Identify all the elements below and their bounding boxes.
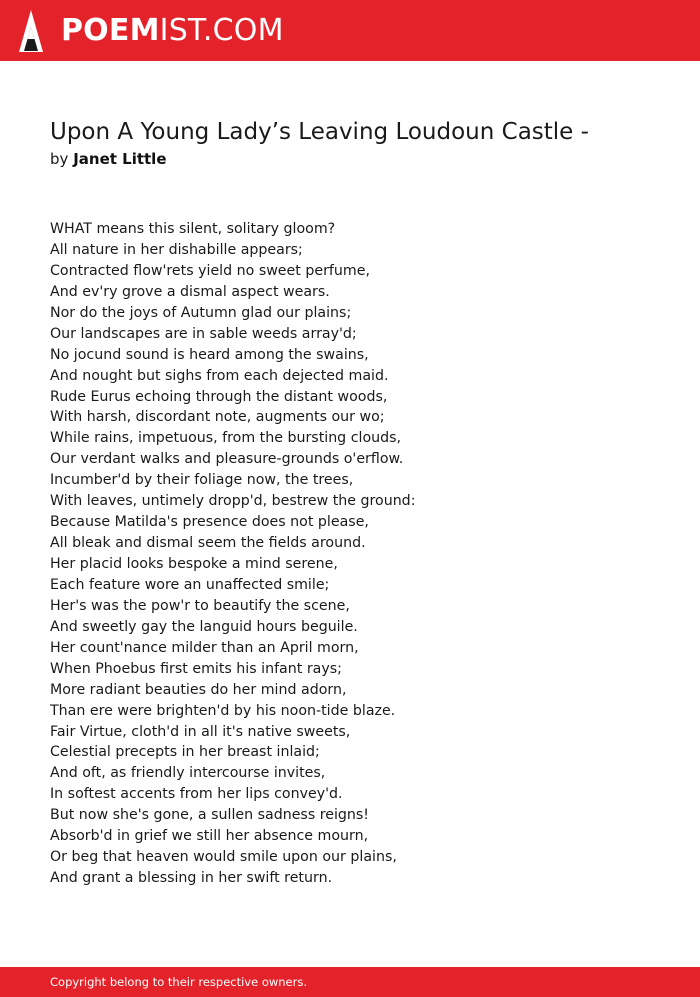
poem-line: Absorb'd in grief we still her absence mourn, [50,828,369,845]
poem-line: And ev'ry grove a dismal aspect wears. [50,283,330,300]
pencil-icon[interactable] [18,9,44,53]
poem-body [50,219,650,889]
header-bar [0,0,700,61]
poem-line: And nought but sighs from each dejected maid. [50,367,389,384]
poem-line: Because Matilda's presence does not please, [50,514,369,531]
poem-line: Incumber'd by their foliage now, the trees, [50,472,354,489]
poem-line: While rains, impetuous, from the bursting clouds, [50,430,402,447]
poem-line: Contracted flow'rets yield no sweet perfume, [50,262,370,279]
poem-line: And sweetly gay the languid hours beguile. [50,618,358,635]
poem-line: More radiant beauties do her mind adorn, [50,681,347,698]
poem-line: Fair Virtue, cloth'd in all it's native sweets, [50,723,351,740]
poem-line: All nature in her dishabille appears; [50,241,303,258]
poem-line: And oft, as friendly intercourse invites, [50,765,326,782]
logo-bold-text: POEM [61,13,160,48]
poem-line: Her placid looks bespoke a mind serene, [50,556,338,572]
poem-line: Nor do the joys of Autumn glad our plains; [50,304,352,321]
byline [50,148,167,170]
poem-title: Upon A Young Lady’s Leaving Loudoun Castle - [50,119,589,145]
poem-line: Her's was the pow'r to beautify the scene, [50,597,350,614]
poem-line: Our verdant walks and pleasure-grounds o'erflow. [50,451,404,468]
poem-line: Her count'nance milder than an April morn, [50,639,359,656]
poem-line: Than ere were brighten'd by his noon-tide blaze. [50,702,396,719]
poem-line: No jocund sound is heard among the swains, [50,346,369,363]
poem-line: But now she's gone, a sullen sadness reigns! [50,807,369,824]
poem-line: Or beg that heaven would smile upon our plains, [50,849,397,866]
poem-line: In softest accents from her lips convey'd. [50,786,343,803]
poem-line: Celestial precepts in her breast inlaid; [50,744,320,761]
poem-line: Each feature wore an unaffected smile; [50,576,330,593]
poem-line: And grant a blessing in her swift return. [50,870,333,887]
poem-line: With harsh, discordant note, augments our wo; [50,409,385,426]
poem-line: With leaves, untimely dropp'd, bestrew the ground: [50,493,416,510]
poem-line: All bleak and dismal seem the fields around. [50,535,366,552]
by-label: by [50,150,69,168]
footer-bar [0,967,700,997]
poem-line: When Phoebus first emits his infant rays; [50,660,342,677]
poem-line: Our landscapes are in sable weeds array'd; [50,325,357,342]
poem-line: Rude Eurus echoing through the distant woods, [50,388,388,405]
copyright-text: Copyright belong to their respective owners. [50,975,308,989]
logo-light-text: IST.COM [159,13,284,48]
author-name: Janet Little [73,150,167,168]
poem-line: WHAT means this silent, solitary gloom? [50,221,336,237]
site-logo[interactable] [61,11,284,51]
